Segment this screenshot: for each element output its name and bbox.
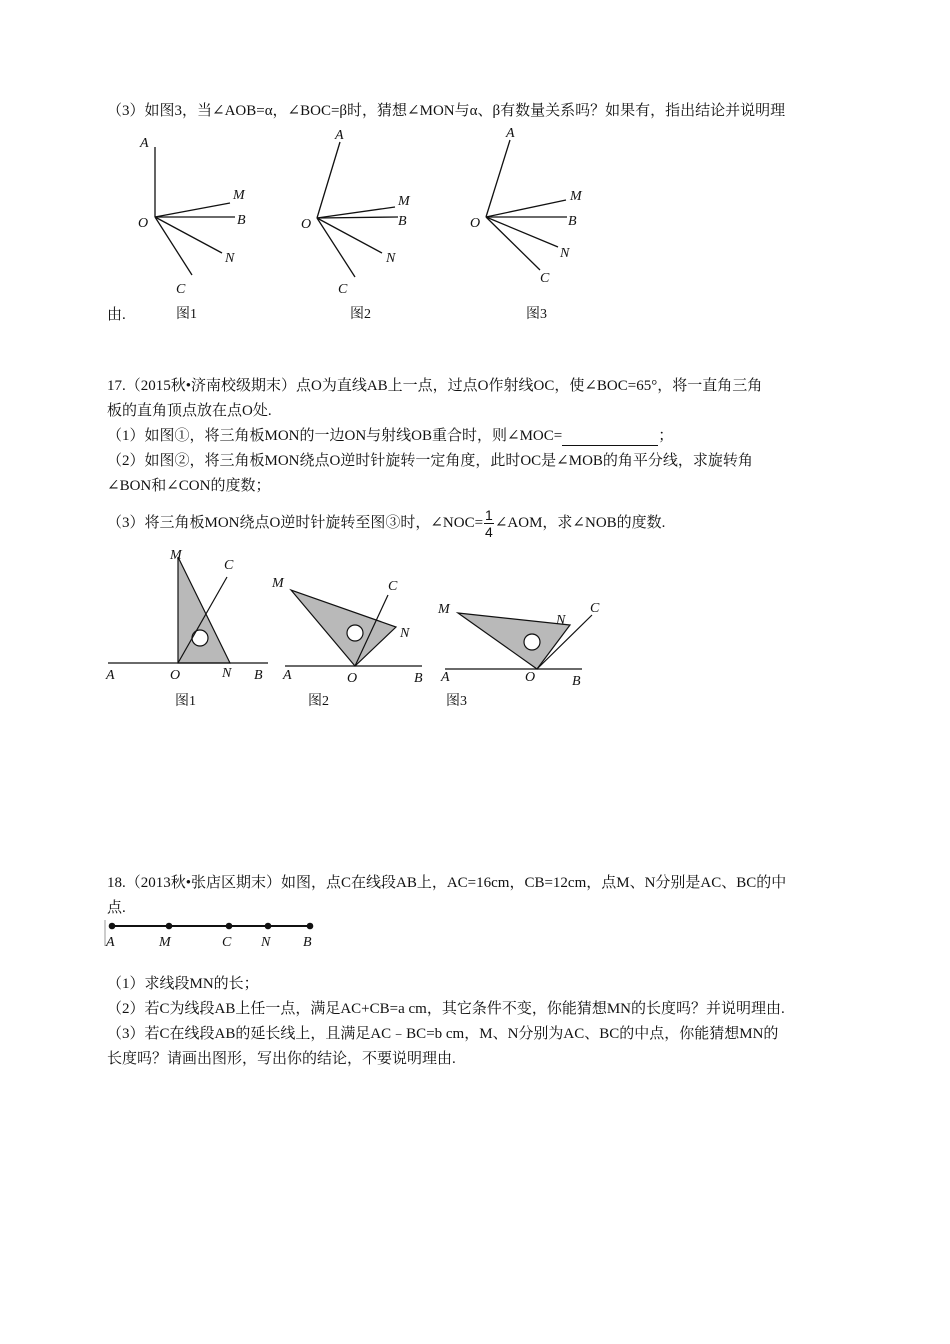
q16-figure-3: [486, 140, 567, 270]
q17-f3-label-o: O: [525, 670, 536, 685]
q16-f2-label-a: A: [335, 128, 344, 143]
q17-f2-label-n: N: [400, 626, 410, 641]
q17-f3-label-c: C: [590, 601, 600, 616]
q17-f1-label-m: M: [170, 548, 182, 563]
q18-point-m: [166, 923, 173, 930]
q18-stem-line2: 点.: [107, 900, 126, 916]
q16-f1-label-b: B: [237, 213, 246, 228]
q17-fraction: [484, 507, 494, 540]
q16-caption-3: 图3: [526, 307, 547, 322]
q17-part1-end: ；: [658, 428, 674, 444]
q17-f3-label-m: M: [438, 602, 450, 617]
q16-f2-label-o: O: [301, 217, 312, 232]
q17-part1: [107, 426, 673, 446]
q16-f3-label-o: O: [470, 216, 481, 231]
q17-answer-blank: [562, 431, 658, 446]
q16-figures: [130, 125, 600, 330]
q17-fraction-num: 1: [485, 507, 493, 524]
q17-f1-label-a: A: [106, 668, 115, 683]
q17-part3-end: ∠AOM，求∠NOB的度数.: [494, 515, 666, 531]
q17-f1-label-n: N: [222, 666, 232, 681]
q16-f3-label-m: M: [570, 189, 582, 204]
q17-caption-2: 图2: [308, 694, 329, 709]
q17-part1-text: （1）如图①，将三角板MON的一边ON与射线OB重合时，则∠MOC=: [107, 428, 563, 444]
q17-figures: [100, 545, 600, 715]
q17-f2-label-m: M: [272, 576, 284, 591]
q18-label-c: C: [222, 935, 232, 950]
q17-f2-label-o: O: [347, 671, 358, 686]
q18-part2: （2）若C为线段AB上任一点，满足AC+CB=a cm，其它条件不变，你能猜想MN的长度吗？并说明理由.: [107, 1001, 785, 1017]
q17-figure-1: [108, 557, 268, 663]
q18-label-n: N: [261, 935, 271, 950]
q16-caption-2: 图2: [350, 307, 371, 322]
q16-f1-label-a: A: [140, 136, 149, 151]
q17-f1-label-o: O: [170, 668, 181, 683]
q17-caption-1: 图1: [175, 694, 196, 709]
q16-f2-label-m: M: [398, 194, 410, 209]
q16-f3-label-c: C: [540, 271, 550, 286]
q16-f2-label-n: N: [386, 251, 396, 266]
q17-stem-line1: 17.（2015秋•济南校级期末）点O为直线AB上一点，过点O作射线OC，使∠BOC=65°，将一直角三角: [107, 378, 763, 394]
q18-stem-line1: 18.（2013秋•张店区期末）如图，点C在线段AB上，AC=16cm，CB=12cm，点M、N分别是AC、BC的中: [107, 875, 787, 891]
q16-caption-1: 图1: [176, 307, 197, 322]
q17-f2-label-b: B: [414, 671, 423, 686]
q17-part3: [107, 505, 665, 541]
q18-point-b: [307, 923, 314, 930]
q16-part3-text: （3）如图3，当∠AOB=α，∠BOC=β时，猜想∠MON与α、β有数量关系吗？如果有，指出结论并说明理: [107, 103, 786, 119]
q17-f3-label-a: A: [441, 670, 450, 685]
q17-f2-label-a: A: [283, 668, 292, 683]
q18-part3-line1: （3）若C在线段AB的延长线上，且满足AC﹣BC=b cm，M、N分别为AC、BC的中点，你能猜想MN的: [107, 1026, 779, 1042]
q17-part3-text: （3）将三角板MON绕点O逆时针旋转至图③时，∠NOC=: [107, 515, 484, 531]
q18-label-a: A: [106, 935, 115, 950]
q17-part2-line1: （2）如图②，将三角板MON绕点O逆时针旋转一定角度，此时OC是∠MOB的角平分线，求旋转角: [107, 453, 753, 469]
q17-f3-label-b: B: [572, 674, 581, 689]
q17-f1-label-b: B: [254, 668, 263, 683]
q16-f1-label-o: O: [138, 216, 149, 231]
q16-f3-label-a: A: [506, 126, 515, 141]
q18-label-b: B: [303, 935, 312, 950]
q18-point-c: [226, 923, 233, 930]
q17-fraction-den: 4: [485, 524, 493, 541]
q16-f3-label-n: N: [560, 246, 570, 261]
q17-stem-line2: 板的直角顶点放在点O处.: [107, 403, 272, 419]
q17-caption-3: 图3: [446, 694, 467, 709]
q18-point-n: [265, 923, 272, 930]
q16-part3-text-end: 由.: [107, 307, 126, 323]
q17-figure-3: [445, 613, 592, 669]
q17-f3-label-n: N: [556, 613, 566, 628]
q16-f2-label-b: B: [398, 214, 407, 229]
q16-f1-label-c: C: [176, 282, 186, 297]
q16-figure-1: [155, 147, 235, 275]
q18-point-a: [109, 923, 116, 930]
q18-segment-figure: [100, 918, 330, 952]
q16-f1-label-m: M: [233, 188, 245, 203]
q17-f1-label-c: C: [224, 558, 234, 573]
q16-f3-label-b: B: [568, 214, 577, 229]
q18-part1: （1）求线段MN的长；: [107, 976, 259, 992]
q16-f1-label-n: N: [225, 251, 235, 266]
q18-label-m: M: [159, 935, 171, 950]
q17-f2-label-c: C: [388, 579, 398, 594]
q17-part2-line2: ∠BON和∠CON的度数；: [107, 478, 271, 494]
q16-f2-label-c: C: [338, 282, 348, 297]
q18-part3-line2: 长度吗？请画出图形，写出你的结论，不要说明理由.: [107, 1051, 456, 1067]
